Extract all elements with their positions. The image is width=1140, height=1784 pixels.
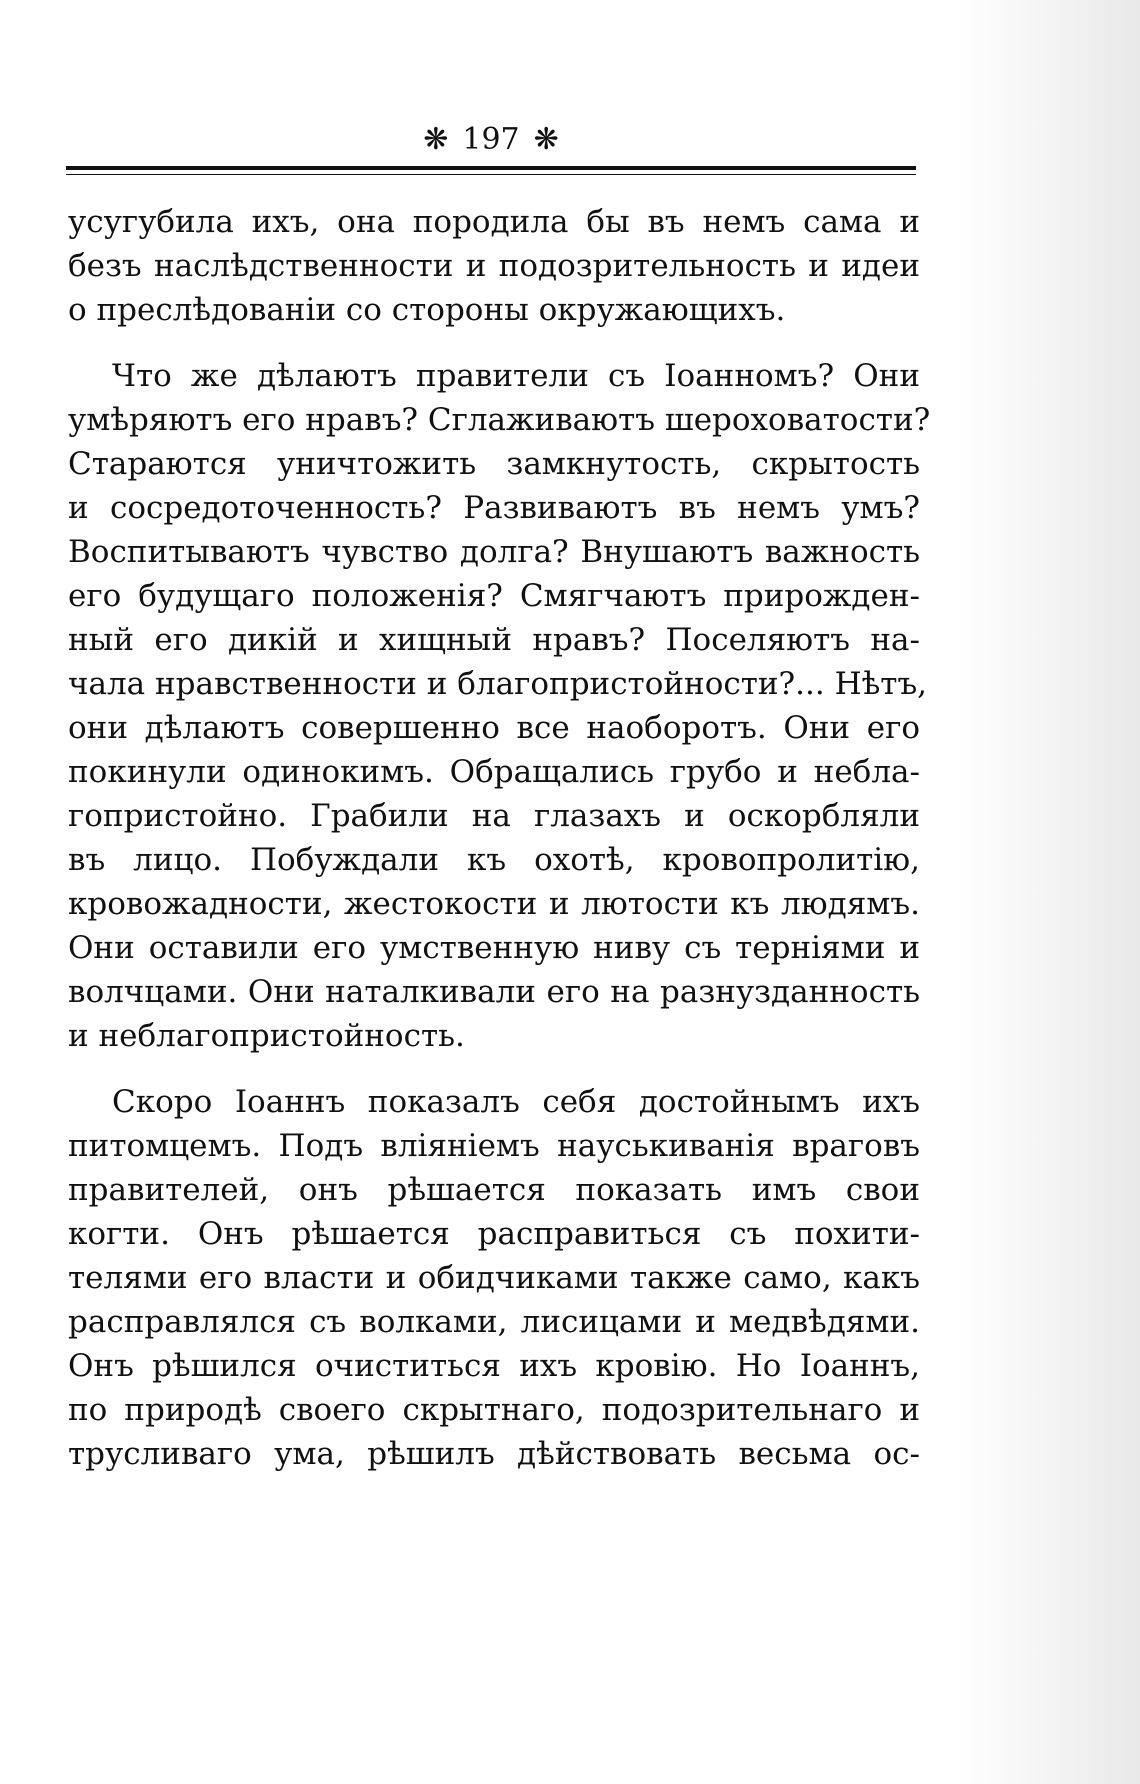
text-line: ный его дикій и хищный нравъ? Поселяютъ на- [68, 622, 920, 658]
page-number-row [66, 118, 916, 162]
text-line: въ лицо. Побуждали къ охотѣ, кровопролитію, [68, 842, 920, 878]
paragraph-gap [68, 332, 920, 354]
text-line: они дѣлаютъ совершенно все наоборотъ. Они его [68, 710, 920, 746]
paragraph-3 [68, 1080, 920, 1476]
text-line: гопристойно. Грабили на глазахъ и оскорбляли [68, 798, 920, 834]
left-ornament-icon: ❋ [423, 122, 449, 157]
text-line: Онъ рѣшился очиститься ихъ кровію. Но Іоаннъ, [68, 1348, 920, 1384]
text-line: Стараются уничтожить замкнутость, скрытость [68, 446, 920, 482]
text-line: кровожадности, жестокости и лютости къ людямъ. [68, 886, 920, 922]
text-line: Скоро Іоаннъ показалъ себя достойнымъ ихъ [112, 1084, 920, 1120]
text-line: питомцемъ. Подъ вліяніемъ науськиванія враговъ [68, 1128, 920, 1164]
page-header [66, 118, 916, 178]
text-line: Они оставили его умственную ниву съ терніями и [68, 930, 920, 966]
paragraph-gap [68, 1058, 920, 1080]
text-line: расправлялся съ волками, лисицами и медвѣдями. [68, 1304, 920, 1340]
body-text [68, 200, 931, 1476]
text-line: правителей, онъ рѣшается показать имъ свои [68, 1172, 920, 1208]
text-line: покинули одинокимъ. Обращались грубо и небла- [68, 754, 920, 790]
text-line: усугубила ихъ, она породила бы въ немъ сама и [68, 204, 920, 240]
text-line: телями его власти и обидчиками также само, какъ [68, 1260, 920, 1296]
header-rule [66, 166, 916, 170]
text-line: о преслѣдованіи со стороны окружающихъ. [68, 292, 786, 328]
text-line: Воспитываютъ чувство долга? Внушаютъ важность [68, 534, 920, 570]
right-ornament-icon: ❋ [533, 122, 559, 157]
text-line: когти. Онъ рѣшается расправиться съ похити- [68, 1216, 920, 1252]
text-line: и неблагопристойность. [68, 1018, 465, 1054]
paragraph-1 [68, 200, 920, 332]
text-line: Что же дѣлаютъ правители съ Іоанномъ? Они [112, 358, 920, 394]
text-line: волчцами. Они наталкивали его на разнузданность [68, 974, 920, 1010]
text-line: и сосредоточенность? Развиваютъ въ немъ умъ? [68, 490, 920, 526]
paragraph-2 [68, 354, 931, 1058]
text-line: безъ наслѣдственности и подозрительность и идеи [68, 248, 920, 284]
text-line: трусливаго ума, рѣшилъ дѣйствовать весьма ос- [68, 1436, 920, 1472]
text-line: по природѣ своего скрытнаго, подозрительнаго и [68, 1392, 920, 1428]
text-line: умѣряютъ его нравъ? Сглаживаютъ шероховатости? [68, 402, 931, 438]
page-number: 197 [462, 122, 520, 157]
text-line: чала нравственности и благопристойности?... Нѣтъ, [68, 666, 928, 702]
header-rule-thin [66, 174, 916, 175]
text-line: его будущаго положенія? Смягчаютъ прирожден- [68, 578, 920, 614]
